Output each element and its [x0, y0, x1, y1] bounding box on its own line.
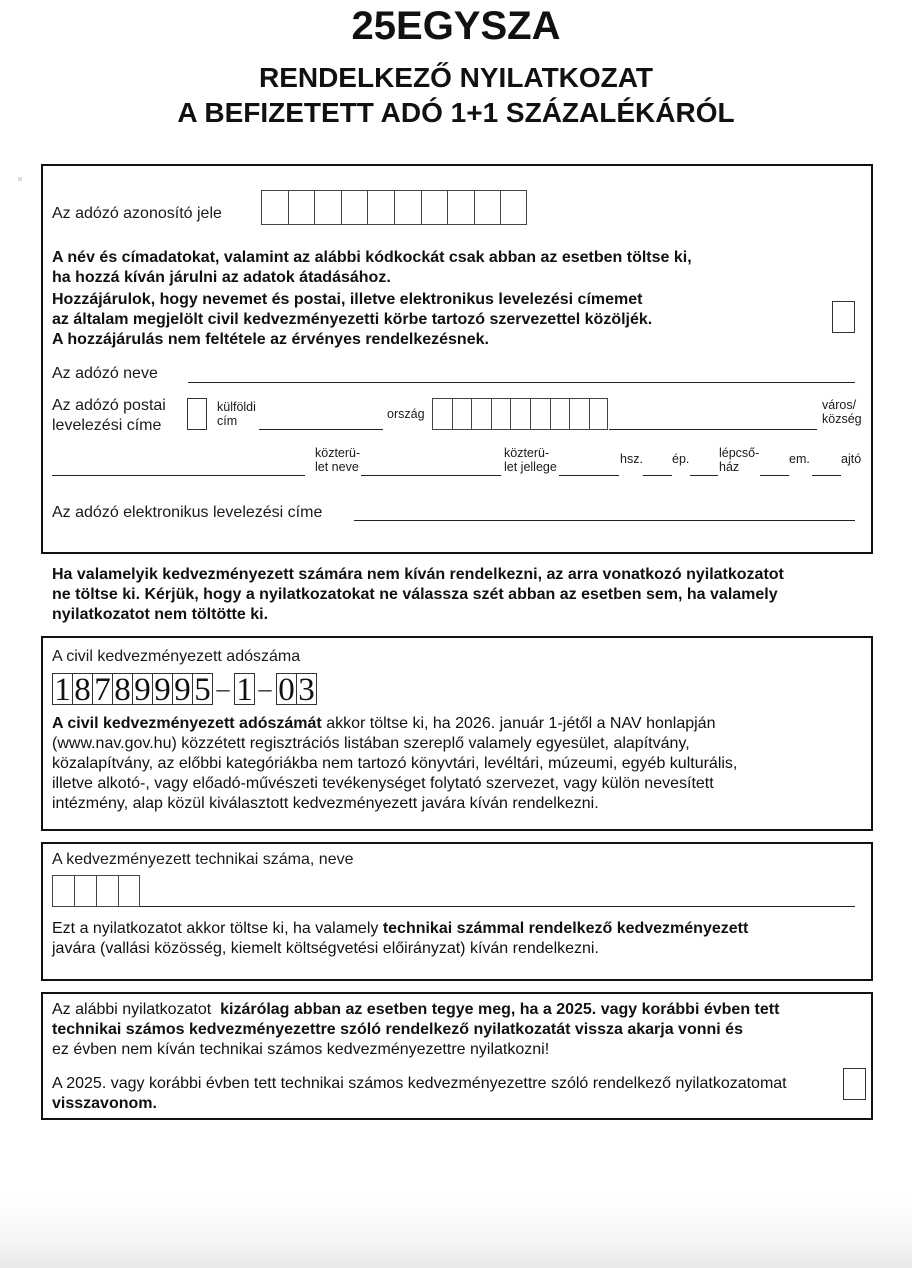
- building-input[interactable]: [690, 475, 718, 476]
- scan-speck: [18, 177, 22, 181]
- street-name-label: [315, 446, 360, 474]
- email-label: Az adózó elektronikus levelezési címe: [52, 504, 323, 521]
- foreign-address-checkbox[interactable]: [187, 398, 207, 430]
- char-cell[interactable]: [491, 398, 511, 430]
- technical-number-field[interactable]: [52, 875, 140, 907]
- email-input[interactable]: [354, 520, 855, 521]
- tax-number-digit[interactable]: 1: [52, 673, 73, 705]
- tax-number-part2[interactable]: [234, 672, 254, 708]
- tax-number-digit[interactable]: 9: [172, 673, 193, 705]
- char-cell[interactable]: [288, 190, 315, 225]
- floor-label: em.: [789, 452, 810, 466]
- civil-tax-number-field[interactable]: [52, 672, 316, 708]
- char-cell[interactable]: [367, 190, 394, 225]
- city-label: [822, 398, 862, 426]
- withdrawal-intro-line3: ez évben nem kíván technikai számos kedvezményezettre nyilatkozni!: [52, 1041, 550, 1058]
- tax-number-digit[interactable]: 1: [234, 673, 255, 705]
- withdrawal-intro-start: Az alábbi nyilatkozatot: [52, 1001, 221, 1018]
- consent-line1: Hozzájárulok, hogy nevemet és postai, illetve elektronikus levelezési címemet: [52, 291, 643, 308]
- technical-number-label: A kedvezményezett technikai száma, neve: [52, 851, 354, 868]
- char-cell[interactable]: [447, 190, 474, 225]
- char-cell[interactable]: [261, 190, 288, 225]
- notice-line2: ne töltse ki. Kérjük, hogy a nyilatkozatokat ne válassza szét abban az esetben sem, ha valamely: [52, 586, 778, 603]
- char-cell[interactable]: [314, 190, 341, 225]
- staircase-input[interactable]: [760, 475, 789, 476]
- civil-description: [52, 714, 737, 814]
- tax-number-digit[interactable]: 8: [112, 673, 133, 705]
- char-cell[interactable]: [421, 190, 448, 225]
- city-label-line2: község: [822, 412, 862, 426]
- house-number-input[interactable]: [643, 475, 672, 476]
- address-line-input[interactable]: [52, 475, 305, 476]
- country-label: ország: [387, 407, 425, 421]
- city-input[interactable]: [609, 429, 817, 430]
- notice-text: [52, 565, 784, 625]
- tax-number-digit[interactable]: 8: [72, 673, 93, 705]
- taxpayer-name-input[interactable]: [188, 382, 855, 383]
- staircase-label: [719, 446, 759, 474]
- withdrawal-statement-bold: visszavonom.: [52, 1095, 157, 1112]
- technical-desc-line2: javára (vallási közösség, kiemelt költségvetési előirányzat) kíván rendelkezni.: [52, 940, 599, 957]
- tax-number-digit[interactable]: 9: [132, 673, 153, 705]
- consent-intro: [52, 248, 692, 288]
- notice-line1: Ha valamelyik kedvezményezett számára nem kíván rendelkezni, az arra vonatkozó nyilatkozatot: [52, 566, 784, 583]
- char-cell[interactable]: [474, 190, 501, 225]
- house-number-label: hsz.: [620, 452, 643, 466]
- civil-desc-line5: intézmény, alap közül kiválasztott kedvezményezett javára kíván rendelkezni.: [52, 795, 599, 812]
- civil-desc-line1: akkor töltse ki, ha 2026. január 1-jétől a NAV honlapján: [321, 715, 716, 732]
- foreign-address-input[interactable]: [259, 429, 383, 430]
- char-cell[interactable]: [74, 875, 96, 907]
- form-title-line2: A BEFIZETETT ADÓ 1+1 SZÁZALÉKÁRÓL: [177, 97, 735, 128]
- taxpayer-id-label: Az adózó azonosító jele: [52, 205, 222, 222]
- char-cell[interactable]: [589, 398, 609, 430]
- street-name-input[interactable]: [361, 475, 501, 476]
- postal-label-line2: levelezési címe: [52, 417, 162, 434]
- char-cell[interactable]: [471, 398, 491, 430]
- technical-desc-start: Ezt a nyilatkozatot akkor töltse ki, ha valamely: [52, 920, 383, 937]
- withdraw-checkbox[interactable]: [843, 1068, 866, 1100]
- char-cell[interactable]: [500, 190, 527, 225]
- foreign-label-line1: külföldi: [217, 400, 256, 414]
- withdrawal-statement: [52, 1074, 787, 1114]
- withdrawal-intro-bold2: technikai számos kedvezményezettre szóló rendelkező nyilatkozatát vissza akarja vonni és: [52, 1021, 743, 1038]
- street-type-input[interactable]: [559, 475, 619, 476]
- withdrawal-intro-bold1: kizárólag abban az esetben tegye meg, ha a 2025. vagy korábbi évben tett: [220, 1001, 780, 1018]
- form-title-line1: RENDELKEZŐ NYILATKOZAT: [258, 62, 654, 93]
- tax-number-digit[interactable]: 9: [152, 673, 173, 705]
- char-cell[interactable]: [341, 190, 368, 225]
- foreign-address-label: [217, 400, 256, 428]
- char-cell[interactable]: [118, 875, 140, 907]
- foreign-label-line2: cím: [217, 414, 238, 428]
- notice-line3: nyilatkozatot nem töltötte ki.: [52, 606, 269, 623]
- tax-number-separator: –: [258, 674, 272, 703]
- street-name-label-line1: közterü-: [315, 446, 361, 460]
- staircase-label-line1: lépcső-: [719, 446, 760, 460]
- technical-name-input[interactable]: [140, 906, 855, 907]
- city-label-line1: város/: [822, 398, 857, 412]
- street-name-label-line2: let neve: [315, 460, 359, 474]
- char-cell[interactable]: [550, 398, 570, 430]
- consent-line2: az általam megjelölt civil kedvezményezetti körbe tartozó szervezettel közöljék.: [52, 311, 653, 328]
- char-cell[interactable]: [510, 398, 530, 430]
- withdrawal-intro: [52, 1000, 779, 1060]
- tax-number-digit[interactable]: 0: [276, 673, 297, 705]
- char-cell[interactable]: [96, 875, 118, 907]
- consent-checkbox[interactable]: [832, 301, 855, 333]
- consent-intro-line1: A név és címadatokat, valamint az alábbi kódkockát csak abban az esetben töltse ki,: [52, 249, 692, 266]
- postal-label-line1: Az adózó postai: [52, 397, 166, 414]
- tax-number-digit[interactable]: 7: [92, 673, 113, 705]
- taxpayer-name-label: Az adózó neve: [52, 365, 158, 382]
- char-cell[interactable]: [452, 398, 472, 430]
- char-cell[interactable]: [432, 398, 452, 430]
- consent-line3: A hozzájárulás nem feltétele az érvényes rendelkezésnek.: [52, 331, 489, 348]
- technical-desc-bold: technikai számmal rendelkező kedvezményezett: [382, 920, 749, 937]
- civil-desc-line4: illetve alkotó-, vagy előadó-művészeti tevékenységet folytató szervezet, vagy külön nevesített: [52, 775, 714, 792]
- street-type-label: [504, 446, 557, 474]
- postcode-field[interactable]: [432, 398, 608, 430]
- taxpayer-id-field[interactable]: [261, 190, 527, 225]
- civil-desc-bold: A civil kedvezményezett adószámát: [52, 715, 322, 732]
- tax-number-separator: –: [216, 674, 230, 703]
- consent-intro-line2: ha hozzá kíván járulni az adatok átadásához.: [52, 269, 391, 286]
- building-label: ép.: [672, 452, 690, 466]
- char-cell[interactable]: [530, 398, 550, 430]
- civil-tax-number-label: A civil kedvezményezett adószáma: [52, 648, 301, 665]
- civil-desc-line3: közalapítvány, az előbbi kategóriákba nem tartozó könyvtári, levéltári, múzeumi, egyéb kulturális,: [52, 755, 738, 772]
- tax-number-digit[interactable]: 5: [192, 673, 213, 705]
- form-code: 25EGYSZA: [351, 4, 561, 48]
- technical-description: [52, 919, 748, 959]
- char-cell[interactable]: [569, 398, 589, 430]
- staircase-label-line2: ház: [719, 460, 740, 474]
- door-label: ajtó: [841, 452, 862, 466]
- street-type-label-line2: let jellege: [504, 460, 557, 474]
- consent-statement: [52, 290, 652, 350]
- tax-number-digit[interactable]: 3: [296, 673, 317, 705]
- tax-number-part1[interactable]: [52, 672, 212, 708]
- civil-desc-line2: (www.nav.gov.hu) közzétett regisztrációs listában szereplő valamely egyesület, alapítvány,: [52, 735, 690, 752]
- withdrawal-statement-text: A 2025. vagy korábbi évben tett technikai számos kedvezményezettre szóló rendelkező nyilatkozatomat: [52, 1075, 787, 1092]
- street-type-label-line1: közterü-: [504, 446, 550, 460]
- floor-input[interactable]: [812, 475, 841, 476]
- tax-number-part3[interactable]: [276, 672, 316, 708]
- char-cell[interactable]: [52, 875, 74, 907]
- char-cell[interactable]: [394, 190, 421, 225]
- postal-address-label: [52, 396, 166, 436]
